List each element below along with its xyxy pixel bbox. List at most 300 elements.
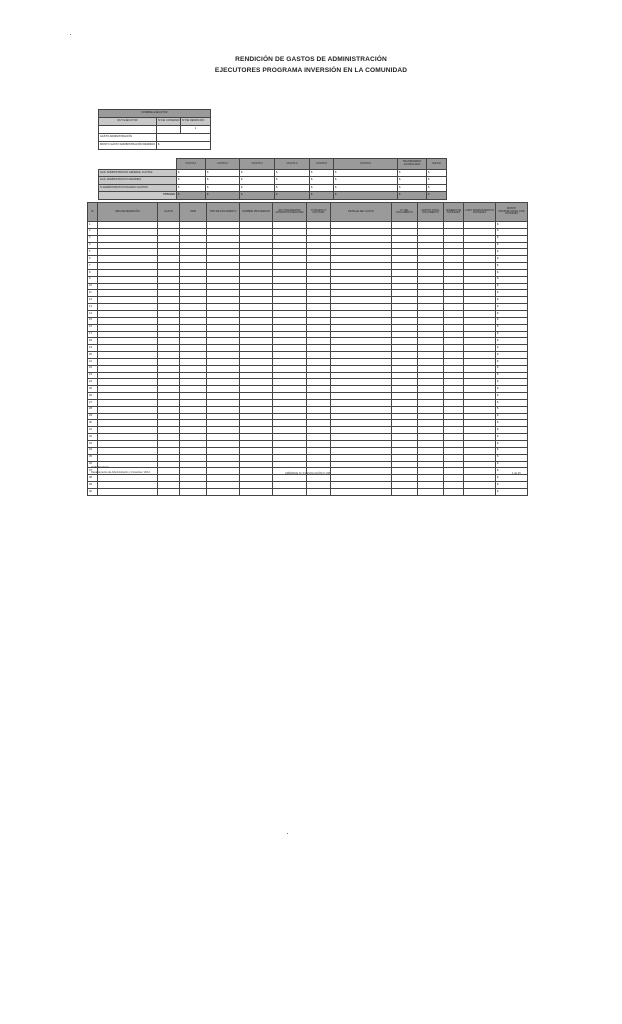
table-cell[interactable] (207, 393, 240, 400)
table-cell[interactable] (180, 454, 207, 461)
table-cell[interactable] (444, 352, 464, 359)
table-cell[interactable] (180, 331, 207, 338)
table-cell[interactable] (444, 345, 464, 352)
table-cell[interactable] (98, 482, 158, 489)
table-cell[interactable] (158, 242, 180, 249)
proportional-amount-cell[interactable]: $ (496, 379, 528, 386)
table-cell[interactable] (307, 269, 331, 276)
table-cell[interactable] (418, 406, 444, 413)
table-cell[interactable] (392, 358, 418, 365)
table-cell[interactable] (307, 488, 331, 495)
table-cell[interactable] (98, 447, 158, 454)
table-cell[interactable] (331, 324, 392, 331)
table-cell[interactable] (392, 427, 418, 434)
table-cell[interactable] (240, 331, 273, 338)
table-cell[interactable] (307, 475, 331, 482)
table-cell[interactable] (392, 420, 418, 427)
table-cell[interactable] (331, 235, 392, 242)
table-cell[interactable] (98, 338, 158, 345)
table-cell[interactable] (180, 434, 207, 441)
table-cell[interactable] (180, 488, 207, 495)
table-cell[interactable] (418, 269, 444, 276)
table-cell[interactable] (444, 276, 464, 283)
summary-sub-value[interactable] (99, 126, 157, 134)
table-cell[interactable] (418, 372, 444, 379)
table-cell[interactable] (331, 454, 392, 461)
table-cell[interactable] (240, 352, 273, 359)
table-cell[interactable] (464, 468, 496, 475)
table-cell[interactable] (240, 365, 273, 372)
table-cell[interactable] (464, 263, 496, 270)
table-cell[interactable] (240, 427, 273, 434)
table-cell[interactable] (273, 276, 307, 283)
proportional-amount-cell[interactable]: $ (496, 269, 528, 276)
table-cell[interactable] (98, 358, 158, 365)
summary-row-value[interactable]: $ (157, 142, 211, 150)
totals-cell[interactable]: $ (398, 177, 427, 184)
table-cell[interactable] (98, 331, 158, 338)
table-cell[interactable] (331, 358, 392, 365)
table-cell[interactable] (273, 338, 307, 345)
table-cell[interactable] (418, 249, 444, 256)
proportional-amount-cell[interactable]: $ (496, 488, 528, 495)
table-cell[interactable] (331, 488, 392, 495)
table-cell[interactable] (207, 427, 240, 434)
table-cell[interactable] (158, 372, 180, 379)
table-cell[interactable] (273, 235, 307, 242)
table-cell[interactable] (273, 256, 307, 263)
table-cell[interactable] (331, 413, 392, 420)
table-cell[interactable] (158, 331, 180, 338)
table-cell[interactable] (273, 427, 307, 434)
totals-cell[interactable]: $ (206, 177, 240, 184)
table-cell[interactable] (444, 454, 464, 461)
proportional-amount-cell[interactable]: $ (496, 399, 528, 406)
table-cell[interactable] (392, 413, 418, 420)
table-cell[interactable] (158, 420, 180, 427)
table-cell[interactable] (158, 290, 180, 297)
table-cell[interactable] (240, 256, 273, 263)
table-cell[interactable] (418, 386, 444, 393)
table-cell[interactable] (331, 276, 392, 283)
table-cell[interactable] (240, 441, 273, 448)
table-cell[interactable] (464, 228, 496, 235)
table-cell[interactable] (158, 468, 180, 475)
table-cell[interactable] (331, 461, 392, 468)
table-cell[interactable] (207, 331, 240, 338)
totals-cell[interactable]: $ (177, 184, 206, 191)
table-cell[interactable] (331, 468, 392, 475)
table-cell[interactable] (240, 290, 273, 297)
table-cell[interactable] (418, 352, 444, 359)
table-cell[interactable] (180, 283, 207, 290)
table-cell[interactable] (307, 461, 331, 468)
table-cell[interactable] (331, 420, 392, 427)
table-cell[interactable] (273, 228, 307, 235)
table-cell[interactable] (180, 372, 207, 379)
table-cell[interactable] (418, 427, 444, 434)
table-cell[interactable] (464, 324, 496, 331)
table-cell[interactable] (158, 345, 180, 352)
proportional-amount-cell[interactable]: $ (496, 468, 528, 475)
table-cell[interactable] (240, 447, 273, 454)
table-cell[interactable] (240, 304, 273, 311)
table-cell[interactable] (331, 372, 392, 379)
table-cell[interactable] (158, 447, 180, 454)
table-cell[interactable] (207, 256, 240, 263)
table-cell[interactable] (273, 242, 307, 249)
table-cell[interactable] (207, 406, 240, 413)
table-cell[interactable] (418, 263, 444, 270)
proportional-amount-cell[interactable]: $ (496, 263, 528, 270)
table-cell[interactable] (418, 345, 444, 352)
table-cell[interactable] (158, 310, 180, 317)
table-cell[interactable] (392, 242, 418, 249)
table-cell[interactable] (464, 441, 496, 448)
table-cell[interactable] (273, 461, 307, 468)
table-cell[interactable] (273, 434, 307, 441)
table-cell[interactable] (158, 379, 180, 386)
table-cell[interactable] (331, 475, 392, 482)
table-cell[interactable] (464, 352, 496, 359)
table-cell[interactable] (207, 468, 240, 475)
table-cell[interactable] (464, 365, 496, 372)
table-cell[interactable] (444, 482, 464, 489)
table-cell[interactable] (418, 379, 444, 386)
table-cell[interactable] (464, 256, 496, 263)
table-cell[interactable] (158, 317, 180, 324)
table-cell[interactable] (307, 399, 331, 406)
summary-sub-value[interactable]: 1 (181, 126, 211, 134)
table-cell[interactable] (180, 304, 207, 311)
table-cell[interactable] (180, 393, 207, 400)
table-cell[interactable] (444, 461, 464, 468)
table-cell[interactable] (392, 269, 418, 276)
table-cell[interactable] (418, 399, 444, 406)
proportional-amount-cell[interactable]: $ (496, 242, 528, 249)
table-cell[interactable] (240, 249, 273, 256)
table-cell[interactable] (273, 447, 307, 454)
table-cell[interactable] (158, 365, 180, 372)
table-cell[interactable] (240, 242, 273, 249)
table-cell[interactable] (158, 297, 180, 304)
table-cell[interactable] (180, 235, 207, 242)
proportional-amount-cell[interactable]: $ (496, 304, 528, 311)
table-cell[interactable] (307, 324, 331, 331)
table-cell[interactable] (158, 263, 180, 270)
table-cell[interactable] (98, 420, 158, 427)
table-cell[interactable] (331, 290, 392, 297)
table-cell[interactable] (444, 468, 464, 475)
totals-cell[interactable]: $ (398, 170, 427, 177)
table-cell[interactable] (307, 290, 331, 297)
table-cell[interactable] (392, 393, 418, 400)
table-cell[interactable] (180, 228, 207, 235)
table-cell[interactable] (158, 269, 180, 276)
table-cell[interactable] (418, 283, 444, 290)
table-cell[interactable] (464, 283, 496, 290)
table-cell[interactable] (158, 413, 180, 420)
table-cell[interactable] (273, 283, 307, 290)
totals-cell[interactable]: $ (206, 184, 240, 191)
table-cell[interactable] (464, 406, 496, 413)
table-cell[interactable] (392, 372, 418, 379)
table-cell[interactable] (207, 434, 240, 441)
table-cell[interactable] (464, 331, 496, 338)
table-cell[interactable] (240, 413, 273, 420)
proportional-amount-cell[interactable]: $ (496, 290, 528, 297)
proportional-amount-cell[interactable]: $ (496, 222, 528, 229)
proportional-amount-cell[interactable]: $ (496, 276, 528, 283)
table-cell[interactable] (418, 256, 444, 263)
table-cell[interactable] (207, 249, 240, 256)
table-cell[interactable] (180, 297, 207, 304)
table-cell[interactable] (273, 324, 307, 331)
table-cell[interactable] (240, 399, 273, 406)
table-cell[interactable] (158, 228, 180, 235)
proportional-amount-cell[interactable]: $ (496, 352, 528, 359)
table-cell[interactable] (180, 242, 207, 249)
table-cell[interactable] (331, 269, 392, 276)
table-cell[interactable] (444, 338, 464, 345)
table-cell[interactable] (273, 331, 307, 338)
table-cell[interactable] (207, 454, 240, 461)
table-cell[interactable] (180, 345, 207, 352)
table-cell[interactable] (207, 317, 240, 324)
table-cell[interactable] (240, 488, 273, 495)
table-cell[interactable] (207, 379, 240, 386)
table-cell[interactable] (158, 276, 180, 283)
table-cell[interactable] (273, 475, 307, 482)
table-cell[interactable] (240, 420, 273, 427)
table-cell[interactable] (307, 222, 331, 229)
table-cell[interactable] (158, 256, 180, 263)
table-cell[interactable] (207, 242, 240, 249)
table-cell[interactable] (273, 420, 307, 427)
table-cell[interactable] (418, 393, 444, 400)
proportional-amount-cell[interactable]: $ (496, 393, 528, 400)
totals-cell[interactable]: $ (177, 170, 206, 177)
proportional-amount-cell[interactable]: $ (496, 331, 528, 338)
table-cell[interactable] (392, 447, 418, 454)
table-cell[interactable] (180, 379, 207, 386)
table-cell[interactable] (331, 249, 392, 256)
table-cell[interactable] (307, 482, 331, 489)
table-cell[interactable] (331, 386, 392, 393)
table-cell[interactable] (464, 454, 496, 461)
table-cell[interactable] (464, 317, 496, 324)
table-cell[interactable] (392, 488, 418, 495)
totals-cell[interactable]: $ (334, 170, 398, 177)
table-cell[interactable] (98, 283, 158, 290)
proportional-amount-cell[interactable]: $ (496, 482, 528, 489)
totals-cell[interactable]: $ (427, 170, 447, 177)
table-cell[interactable] (444, 393, 464, 400)
table-cell[interactable] (207, 290, 240, 297)
table-cell[interactable] (273, 441, 307, 448)
table-cell[interactable] (158, 482, 180, 489)
table-cell[interactable] (392, 352, 418, 359)
table-cell[interactable] (98, 324, 158, 331)
table-cell[interactable] (307, 454, 331, 461)
table-cell[interactable] (273, 372, 307, 379)
table-cell[interactable] (180, 386, 207, 393)
table-cell[interactable] (307, 441, 331, 448)
table-cell[interactable] (207, 358, 240, 365)
table-cell[interactable] (392, 304, 418, 311)
totals-cell[interactable]: $ (206, 170, 240, 177)
table-cell[interactable] (307, 249, 331, 256)
table-cell[interactable] (392, 399, 418, 406)
table-cell[interactable] (418, 228, 444, 235)
table-cell[interactable] (98, 488, 158, 495)
summary-row-value[interactable] (157, 134, 211, 142)
table-cell[interactable] (331, 222, 392, 229)
table-cell[interactable] (444, 256, 464, 263)
table-cell[interactable] (331, 379, 392, 386)
proportional-amount-cell[interactable]: $ (496, 441, 528, 448)
table-cell[interactable] (240, 386, 273, 393)
table-cell[interactable] (418, 475, 444, 482)
table-cell[interactable] (98, 475, 158, 482)
table-cell[interactable] (158, 434, 180, 441)
table-cell[interactable] (273, 454, 307, 461)
table-cell[interactable] (444, 249, 464, 256)
table-cell[interactable] (307, 242, 331, 249)
table-cell[interactable] (180, 249, 207, 256)
table-cell[interactable] (418, 447, 444, 454)
table-cell[interactable] (98, 365, 158, 372)
proportional-amount-cell[interactable]: $ (496, 297, 528, 304)
table-cell[interactable] (418, 365, 444, 372)
table-cell[interactable] (464, 310, 496, 317)
table-cell[interactable] (307, 338, 331, 345)
table-cell[interactable] (392, 290, 418, 297)
table-cell[interactable] (240, 263, 273, 270)
table-cell[interactable] (273, 482, 307, 489)
table-cell[interactable] (444, 331, 464, 338)
table-cell[interactable] (240, 461, 273, 468)
proportional-amount-cell[interactable]: $ (496, 310, 528, 317)
table-cell[interactable] (307, 372, 331, 379)
table-cell[interactable] (392, 365, 418, 372)
table-cell[interactable] (207, 399, 240, 406)
table-cell[interactable] (207, 235, 240, 242)
totals-cell[interactable]: $ (240, 184, 275, 191)
table-cell[interactable] (464, 338, 496, 345)
proportional-amount-cell[interactable]: $ (496, 434, 528, 441)
totals-cell[interactable]: $ (398, 184, 427, 191)
table-cell[interactable] (98, 297, 158, 304)
table-cell[interactable] (180, 290, 207, 297)
table-cell[interactable] (158, 358, 180, 365)
table-cell[interactable] (464, 379, 496, 386)
table-cell[interactable] (98, 235, 158, 242)
table-cell[interactable] (418, 420, 444, 427)
proportional-amount-cell[interactable]: $ (496, 365, 528, 372)
table-cell[interactable] (331, 331, 392, 338)
table-cell[interactable] (98, 228, 158, 235)
proportional-amount-cell[interactable]: $ (496, 283, 528, 290)
proportional-amount-cell[interactable]: $ (496, 447, 528, 454)
table-cell[interactable] (464, 290, 496, 297)
table-cell[interactable] (158, 249, 180, 256)
table-cell[interactable] (464, 372, 496, 379)
table-cell[interactable] (307, 434, 331, 441)
table-cell[interactable] (444, 447, 464, 454)
table-cell[interactable] (392, 249, 418, 256)
table-cell[interactable] (307, 235, 331, 242)
table-cell[interactable] (307, 317, 331, 324)
table-cell[interactable] (207, 441, 240, 448)
table-cell[interactable] (207, 276, 240, 283)
table-cell[interactable] (98, 249, 158, 256)
table-cell[interactable] (418, 331, 444, 338)
table-cell[interactable] (98, 386, 158, 393)
table-cell[interactable] (307, 358, 331, 365)
table-cell[interactable] (273, 413, 307, 420)
table-cell[interactable] (464, 235, 496, 242)
table-cell[interactable] (444, 420, 464, 427)
table-cell[interactable] (240, 358, 273, 365)
table-cell[interactable] (418, 304, 444, 311)
table-cell[interactable] (418, 276, 444, 283)
table-cell[interactable] (207, 482, 240, 489)
table-cell[interactable] (444, 222, 464, 229)
table-cell[interactable] (240, 276, 273, 283)
table-cell[interactable] (331, 317, 392, 324)
table-cell[interactable] (307, 406, 331, 413)
table-cell[interactable] (207, 324, 240, 331)
totals-cell[interactable]: $ (240, 170, 275, 177)
totals-cell[interactable]: $ (275, 177, 310, 184)
table-cell[interactable] (418, 482, 444, 489)
table-cell[interactable] (418, 242, 444, 249)
table-cell[interactable] (392, 228, 418, 235)
table-cell[interactable] (240, 372, 273, 379)
table-cell[interactable] (98, 304, 158, 311)
table-cell[interactable] (307, 447, 331, 454)
table-cell[interactable] (392, 222, 418, 229)
table-cell[interactable] (180, 317, 207, 324)
table-cell[interactable] (331, 352, 392, 359)
totals-cell[interactable]: $ (334, 184, 398, 191)
proportional-amount-cell[interactable]: $ (496, 420, 528, 427)
table-cell[interactable] (444, 324, 464, 331)
proportional-amount-cell[interactable]: $ (496, 427, 528, 434)
table-cell[interactable] (464, 304, 496, 311)
table-cell[interactable] (98, 372, 158, 379)
table-cell[interactable] (392, 310, 418, 317)
table-cell[interactable] (331, 399, 392, 406)
table-cell[interactable] (207, 338, 240, 345)
table-cell[interactable] (180, 406, 207, 413)
table-cell[interactable] (331, 345, 392, 352)
table-cell[interactable] (331, 310, 392, 317)
table-cell[interactable] (331, 242, 392, 249)
table-cell[interactable] (207, 475, 240, 482)
table-cell[interactable] (240, 406, 273, 413)
table-cell[interactable] (158, 324, 180, 331)
table-cell[interactable] (464, 345, 496, 352)
table-cell[interactable] (331, 434, 392, 441)
proportional-amount-cell[interactable]: $ (496, 228, 528, 235)
table-cell[interactable] (392, 235, 418, 242)
table-cell[interactable] (158, 386, 180, 393)
proportional-amount-cell[interactable]: $ (496, 324, 528, 331)
table-cell[interactable] (418, 454, 444, 461)
table-cell[interactable] (158, 304, 180, 311)
